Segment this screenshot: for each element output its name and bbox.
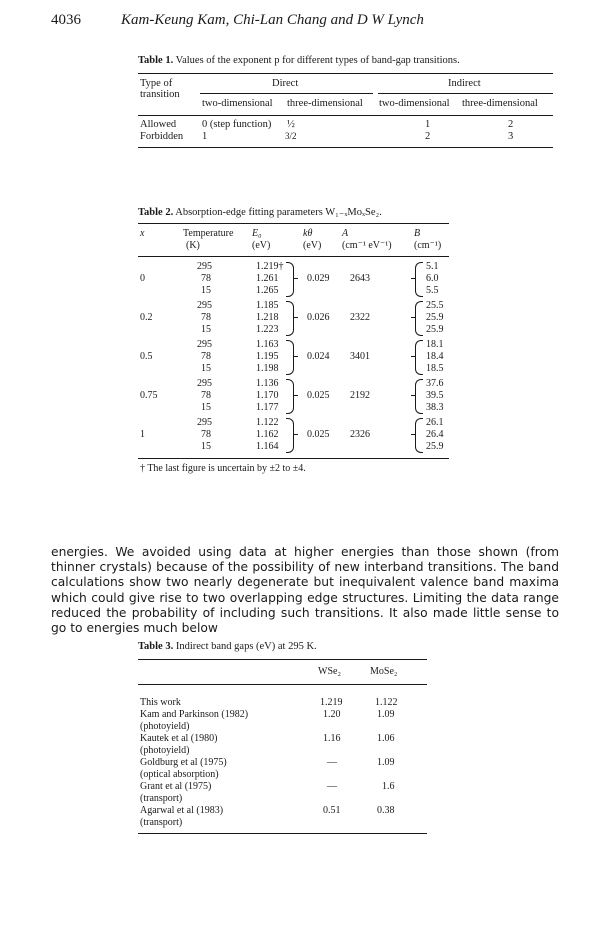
table3-note: (photoyield) [140, 720, 190, 732]
table2-e0: 1.170 [256, 390, 279, 401]
table3-wse2: 0.51 [323, 805, 341, 816]
table1-subcol-indirect-3d: three-dimensional [462, 98, 538, 109]
table3-source: Grant et al (1975) [140, 781, 212, 792]
table2-footnote: † The last figure is uncertain by ±2 to ±4. [140, 463, 306, 474]
table1-group-indirect: Indirect [448, 78, 481, 89]
table3-note: (transport) [140, 792, 183, 804]
table2-temps [197, 339, 212, 375]
table2-brace-left [415, 418, 423, 453]
table2-caption [138, 206, 382, 218]
table2-x-value: 0.75 [140, 390, 158, 401]
table2-brace-tip [294, 356, 298, 357]
table2-col-temperature [183, 228, 233, 252]
table2-brace-tip [294, 317, 298, 318]
table2-col-temperature-unit: (K) [186, 240, 200, 251]
table3-col-mose2: MoSe₂ [370, 666, 398, 677]
table1-cell: 1 [425, 119, 431, 130]
table3-wse2: 1.219 [320, 697, 343, 708]
table3-mose2: 1.06 [377, 733, 395, 744]
table2-a: 3401 [350, 351, 370, 362]
table1-subcol-direct-3d: three-dimensional [287, 98, 363, 109]
table2-brace-tip [411, 317, 415, 318]
table2-e0-values [256, 417, 279, 453]
table2-temp: 15 [201, 441, 211, 452]
table2-a: 2192 [350, 390, 370, 401]
table2-temp: 295 [197, 261, 212, 272]
table3-bottom-rule [138, 833, 427, 834]
table2-e0-values [256, 339, 279, 375]
table2-col-a-label: A [342, 228, 349, 239]
table2-x-value: 0.2 [140, 312, 153, 323]
table2-header-rule [138, 256, 449, 257]
table2-col-x: x [140, 228, 145, 239]
table2-b: 5.5 [426, 285, 439, 296]
table2-temp: 15 [201, 324, 211, 335]
table2-a: 2326 [350, 429, 370, 440]
table2-col-a [342, 228, 392, 252]
table2-col-b [414, 228, 441, 252]
body-paragraph [51, 545, 559, 636]
table3-source: Kam and Parkinson (1982) [140, 709, 249, 720]
table1-subcol-direct-2d: two-dimensional [202, 98, 273, 109]
table2-temp: 295 [197, 300, 212, 311]
table2-b: 18.5 [426, 363, 444, 374]
table2-col-b-label: B [414, 228, 421, 239]
table2-brace-left [415, 340, 423, 375]
table1-col-type-line1: Type of [140, 78, 173, 89]
table3-row [140, 805, 223, 829]
table2-temp: 295 [197, 378, 212, 389]
table2-e0-values [256, 300, 279, 336]
table2-e0: 1.218 [256, 312, 279, 323]
table2-temp: 78 [201, 273, 211, 284]
table3-row [140, 757, 227, 781]
table2-temps [197, 300, 212, 336]
table2-temp: 78 [201, 351, 211, 362]
table1-cell: 2 [425, 131, 431, 142]
table3-mose2: 1.09 [377, 709, 395, 720]
table2-brace-right [286, 340, 294, 375]
table2-brace-right [286, 262, 294, 297]
table2-e0: 1.219† [256, 261, 284, 272]
table3-row [140, 709, 248, 733]
table2-e0: 1.185 [256, 300, 279, 311]
table2-a: 2643 [350, 273, 370, 284]
table2-col-e0-label: E₀ [252, 228, 262, 239]
table2-b-values [426, 417, 444, 453]
table2-b-values [426, 261, 439, 297]
table2-ktheta: 0.029 [307, 273, 330, 284]
table3-row [140, 733, 217, 757]
table1-direct-subrule [200, 93, 373, 94]
table2-temp: 295 [197, 339, 212, 350]
table3-note: (photoyield) [140, 744, 190, 756]
table2-col-ktheta-unit: (eV) [303, 240, 322, 251]
table2-x-value: 0 [140, 273, 145, 284]
table2-temps [197, 417, 212, 453]
table3-source: Agarwal et al (1983) [140, 805, 224, 816]
table1-row-type: Allowed [140, 119, 177, 130]
table2-b: 6.0 [426, 273, 439, 284]
table3-label: Table 3. [138, 641, 174, 652]
table2-e0: 1.162 [256, 429, 279, 440]
table2-temp: 295 [197, 417, 212, 428]
table2-ktheta: 0.024 [307, 351, 330, 362]
table2-brace-tip [411, 434, 415, 435]
table1-label: Table 1. [138, 55, 174, 66]
table1-caption [138, 55, 460, 66]
table2-e0: 1.223 [256, 324, 279, 335]
table3-source: Goldburg et al (1975) [140, 757, 227, 768]
table1-col-type-line2: transition [140, 89, 180, 100]
table2-b: 5.1 [426, 261, 439, 272]
table2-brace-left [415, 379, 423, 414]
table2-x-value: 1 [140, 429, 145, 440]
table3-wse2: — [327, 757, 337, 768]
table2-b-values [426, 339, 444, 375]
table2-temp: 15 [201, 363, 211, 374]
table2-bottom-rule [138, 458, 449, 459]
table2-col-a-unit: (cm⁻¹ eV⁻¹) [342, 240, 392, 251]
table3-row [140, 781, 211, 805]
table2-b: 26.4 [426, 429, 444, 440]
table2-e0: 1.164 [256, 441, 279, 452]
body-paragraph-text: energies. We avoided using data at higher energies than those shown (from thinner crystals) because of the possibility of new interband transitions. The band calculations show two nearly degenerate but inequivalent valence band maxima which could give rise to two overlapping edge structures. Limiting the data range reduced the probability of including such transitions. It also made little sense to go to energies much below [51, 545, 559, 636]
page-number: 4036 [51, 12, 81, 28]
table1-indirect-subrule [378, 93, 553, 94]
table2-ktheta: 0.025 [307, 429, 330, 440]
table2-ktheta: 0.026 [307, 312, 330, 323]
table3-note: (optical absorption) [140, 768, 219, 780]
table1-caption-text: Values of the exponent p for different types of band-gap transitions. [175, 55, 460, 66]
table2-b: 25.9 [426, 312, 444, 323]
table2-col-b-unit: (cm⁻¹) [414, 240, 442, 251]
table2-e0-values [256, 261, 284, 297]
table2-col-ktheta-label: kθ [303, 228, 313, 239]
table3-mose2: 1.6 [382, 781, 395, 792]
table2-b: 37.6 [426, 378, 444, 389]
table2-temp: 78 [201, 312, 211, 323]
table3-source: Kautek et al (1980) [140, 733, 218, 744]
table2-temps [197, 378, 212, 414]
table1-cell: 2 [508, 119, 514, 130]
table3-col-wse2: WSe₂ [318, 666, 341, 677]
table3-top-rule [138, 659, 427, 660]
table2-e0-values [256, 378, 279, 414]
table2-b: 25.9 [426, 324, 444, 335]
table2-temps [197, 261, 212, 297]
table1-group-direct: Direct [272, 78, 299, 89]
table2-temp: 15 [201, 285, 211, 296]
table2-b-values [426, 378, 444, 414]
table2-x-value: 0.5 [140, 351, 153, 362]
table2-e0: 1.198 [256, 363, 279, 374]
table2-b: 25.5 [426, 300, 444, 311]
table2-brace-right [286, 418, 294, 453]
table2-e0: 1.136 [256, 378, 279, 389]
table1-subcol-indirect-2d: two-dimensional [379, 98, 450, 109]
table2-b-values [426, 300, 444, 336]
table2-brace-left [415, 262, 423, 297]
table2-temp: 78 [201, 390, 211, 401]
table3-caption-text: Indirect band gaps (eV) at 295 K. [175, 641, 317, 652]
table3-source: This work [140, 697, 181, 708]
table3-wse2: — [327, 781, 337, 792]
table1-cell: 3/2 [285, 131, 297, 141]
table1-top-rule [138, 73, 553, 74]
table2-a: 2322 [350, 312, 370, 323]
table2-e0: 1.261 [256, 273, 279, 284]
table2-brace-tip [294, 434, 298, 435]
table1-cell: ½ [287, 119, 295, 130]
table1-cell: 3 [508, 131, 514, 142]
table2-label: Table 2. [138, 207, 174, 218]
table2-col-ktheta [303, 228, 321, 252]
table2-brace-right [286, 379, 294, 414]
table1-row-type: Forbidden [140, 131, 184, 142]
table2-brace-tip [411, 278, 415, 279]
table3-wse2: 1.20 [323, 709, 341, 720]
table3-caption [138, 641, 317, 652]
table2-e0: 1.265 [256, 285, 279, 296]
running-header-authors: Kam-Keung Kam, Chi-Lan Chang and D W Lynch [121, 12, 424, 28]
table1-bottom-rule [138, 147, 553, 148]
table2-temp: 15 [201, 402, 211, 413]
table2-temp: 78 [201, 429, 211, 440]
table2-b: 39.5 [426, 390, 444, 401]
table3-mose2: 1.09 [377, 757, 395, 768]
table3-mose2: 0.38 [377, 805, 395, 816]
table2-brace-tip [294, 278, 298, 279]
table2-brace-tip [411, 395, 415, 396]
table3-note: (transport) [140, 816, 183, 828]
table2-e0: 1.195 [256, 351, 279, 362]
table3-mose2: 1.122 [375, 697, 398, 708]
table2-b: 18.1 [426, 339, 444, 350]
table2-brace-tip [294, 395, 298, 396]
table2-col-e0-unit: (eV) [252, 240, 271, 251]
table2-col-temperature-label: Temperature [183, 228, 234, 239]
table2-brace-right [286, 301, 294, 336]
table2-e0: 1.177 [256, 402, 279, 413]
table2-brace-tip [411, 356, 415, 357]
table2-b: 18.4 [426, 351, 444, 362]
table2-ktheta: 0.025 [307, 390, 330, 401]
table3-wse2: 1.16 [323, 733, 341, 744]
table1-header-rule [138, 115, 553, 116]
table1-cell: 1 [202, 131, 208, 142]
table2-brace-left [415, 301, 423, 336]
table2-e0: 1.163 [256, 339, 279, 350]
table2-b: 38.3 [426, 402, 444, 413]
table2-b: 26.1 [426, 417, 444, 428]
table1-col-type [140, 78, 180, 100]
table2-e0: 1.122 [256, 417, 279, 428]
table1-cell: 0 (step function) [202, 119, 272, 130]
table2-caption-text: Absorption-edge fitting parameters W₁₋ₓMoₓSe₂. [175, 207, 382, 218]
table3-row [140, 697, 181, 709]
table2-top-rule [138, 223, 449, 224]
table2-b: 25.9 [426, 441, 444, 452]
table3-header-rule [138, 684, 427, 685]
table2-col-e0 [252, 228, 270, 252]
